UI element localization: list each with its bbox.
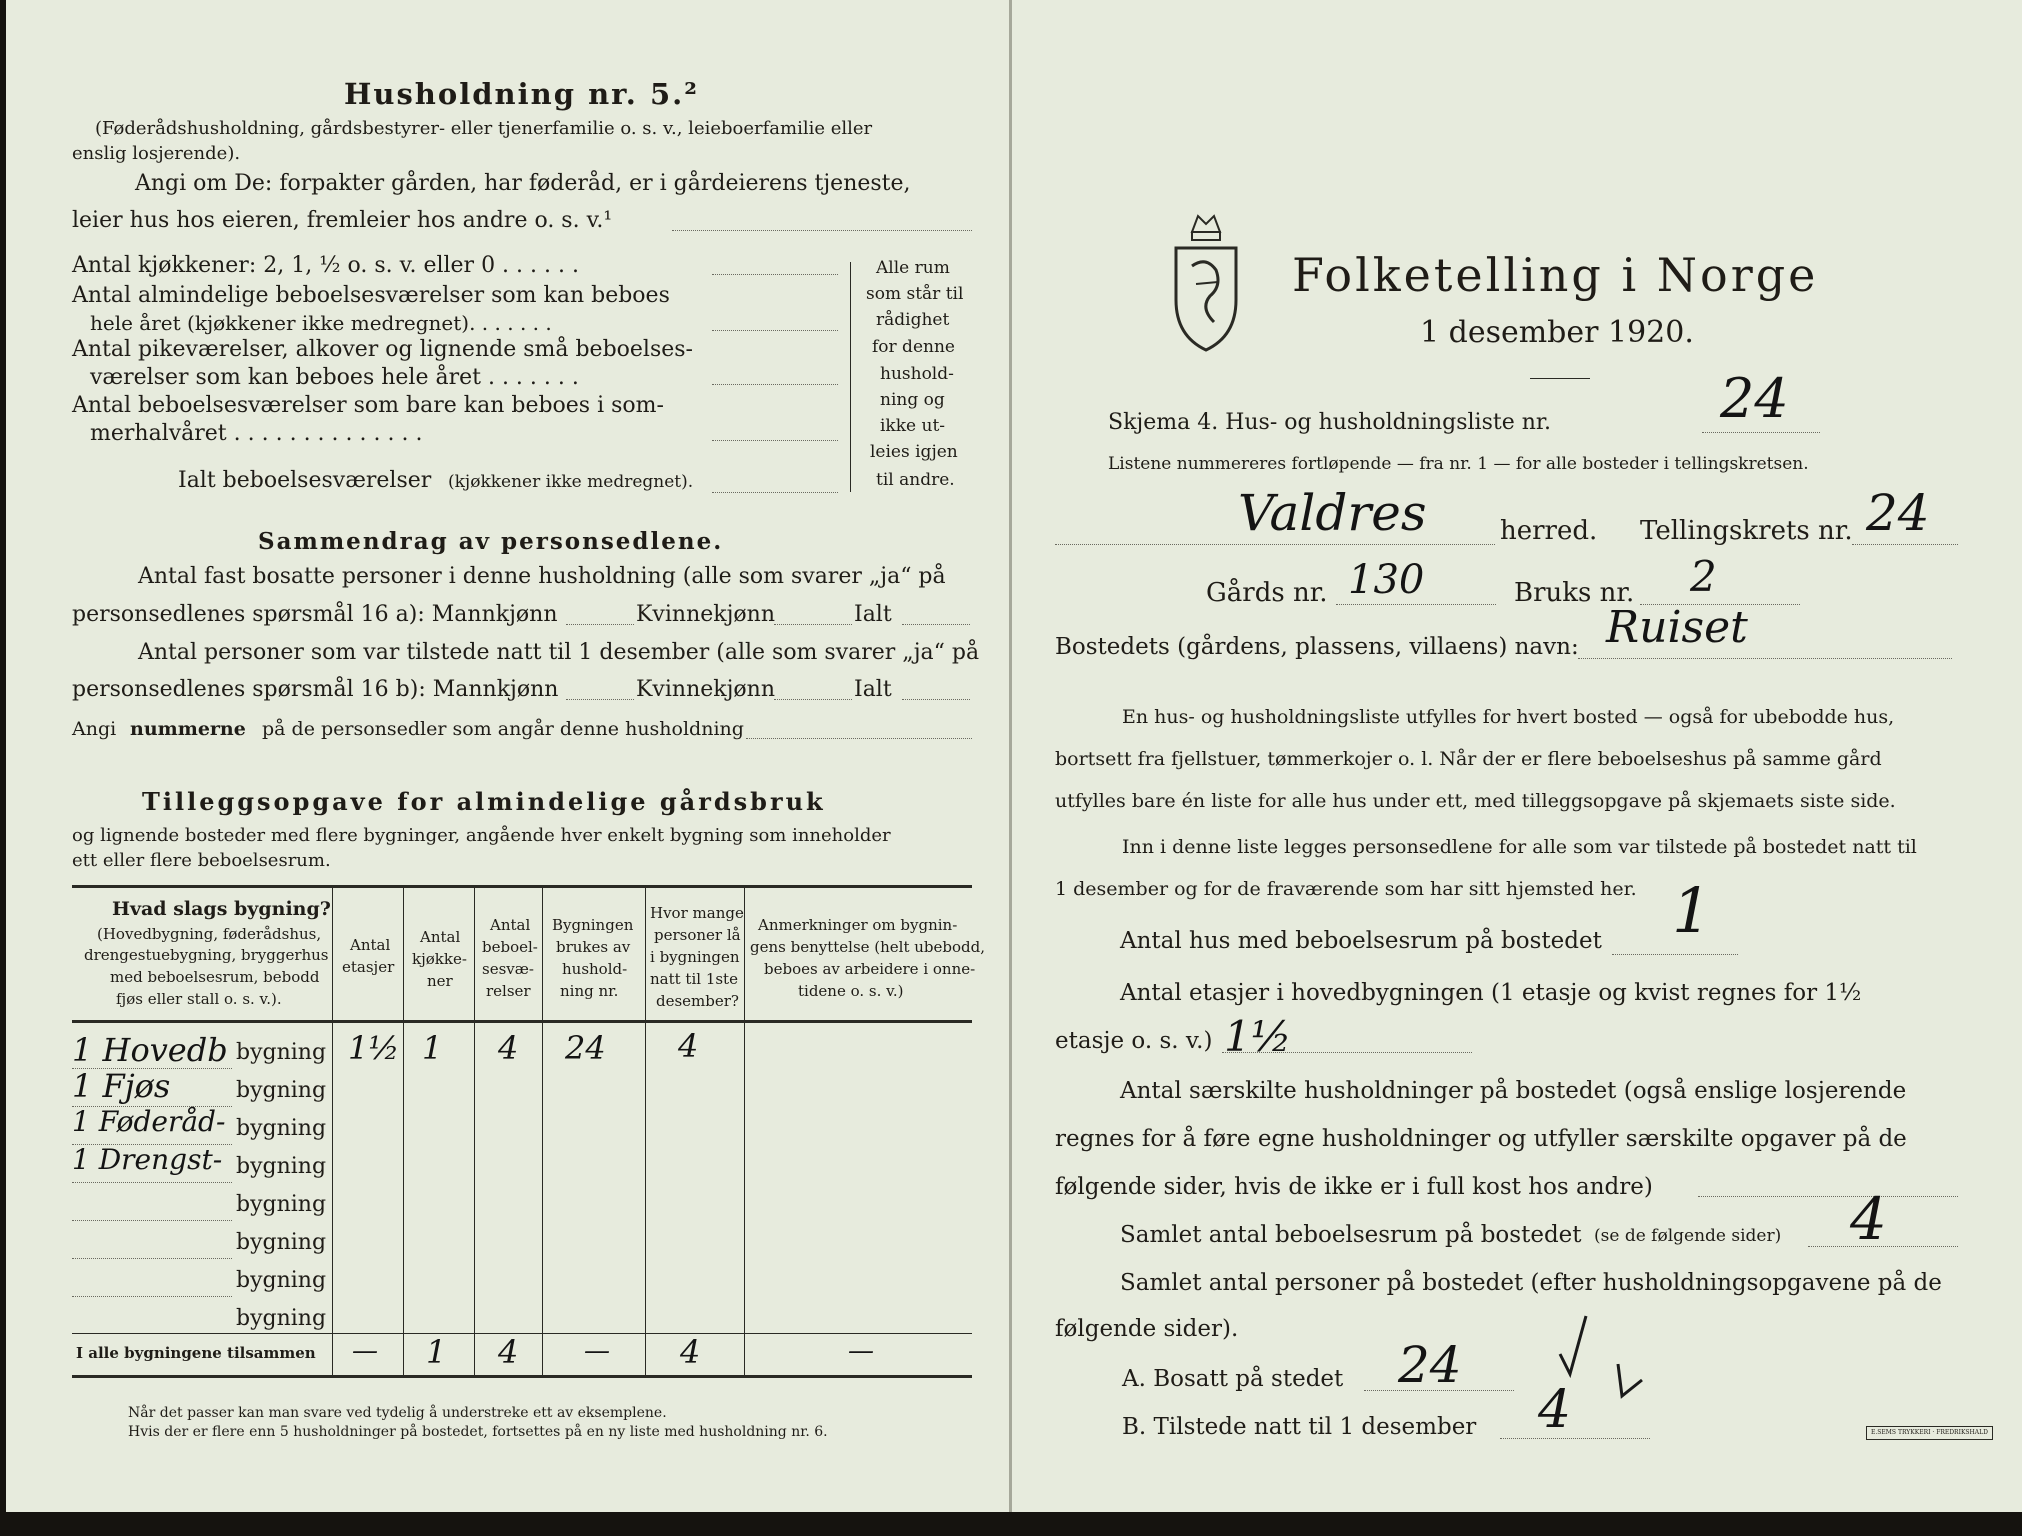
row-hush: 24 (565, 1029, 606, 1067)
tillegg-subtitle: og lignende bosteder med flere bygninger, angående hver enkelt bygning som inneholder (72, 825, 891, 846)
summary-dots (566, 699, 634, 700)
table-total-rule (72, 1333, 972, 1334)
col-header-hush: ning nr. (560, 982, 619, 1000)
summary-line: Antal fast bosatte personer i denne husholdning (alle som svarer „ja“ på (138, 564, 946, 589)
building-name-handwritten: 1 Hovedb (72, 1031, 228, 1069)
coat-of-arms-icon (1170, 204, 1242, 354)
rooms-line: Antal beboelsesværelser som bare kan beboes i som- (72, 393, 664, 418)
tilstede-dots (1500, 1438, 1650, 1439)
table-col-divider (542, 888, 543, 1375)
row-kjokken: 1 (422, 1029, 443, 1067)
angi-nummer-c: på de personsedler som angår denne husholdning (262, 718, 744, 740)
hus-value: 1 (1672, 874, 1712, 947)
rooms-line: Antal pikeværelser, alkover og lignende små beboelses- (72, 337, 693, 362)
table-col-divider (403, 888, 404, 1375)
summary-title: Sammendrag av personsedlene. (258, 528, 724, 555)
summary-dots (902, 699, 970, 700)
rooms-note-line: leies igjen (870, 442, 958, 462)
bygning-label: bygning (236, 1230, 327, 1255)
bygning-label: bygning (236, 1078, 327, 1103)
summary-line: personsedlenes spørsmål 16 b): Mannkjønn (72, 677, 559, 702)
hush-line-3: følgende sider, hvis de ikke er i full kost hos andre) (1055, 1174, 1653, 1200)
bosted-label: Bostedets (gårdens, plassens, villaens) navn: (1055, 634, 1579, 660)
gards-value: 130 (1348, 557, 1425, 603)
building-name-handwritten: 1 Føderåd- (72, 1105, 226, 1138)
angi-line-1: Angi om De: forpakter gården, har føderåd, er i gårdeierens tjeneste, (135, 171, 911, 196)
ialt-dots (712, 492, 838, 493)
angi-dots (672, 230, 972, 231)
bygning-label: bygning (236, 1116, 327, 1141)
row-persons: 4 (678, 1027, 699, 1065)
angi-nummer-dots (746, 738, 972, 739)
etasjer-line-1: Antal etasjer i hovedbygningen (1 etasje og kvist regnes for 1½ (1120, 980, 1862, 1006)
row-rum: 4 (498, 1029, 519, 1067)
col-header-remarks: beboes av arbeidere i onne- (764, 960, 976, 978)
gards-dots (1336, 604, 1496, 605)
summary-dots (566, 624, 634, 625)
angi-nummer-b: nummerne (130, 718, 246, 740)
printer-stamp: E.SEMS TRYKKERI · FREDRIKSHALD (1866, 1426, 1993, 1440)
rooms-dots (712, 384, 838, 385)
col-header-building-sub: med beboelsesrum, bebodd (110, 968, 320, 986)
summary-line: Ialt (854, 677, 892, 702)
col-header-etasjer: etasjer (342, 958, 395, 976)
col-header-etasjer: Antal (350, 936, 391, 954)
tellingskrets-value: 24 (1866, 484, 1930, 542)
household-subtitle-2: enslig losjerende). (72, 143, 241, 164)
herred-label: herred. (1500, 516, 1598, 546)
bygning-label: bygning (236, 1154, 327, 1179)
title-rule (1530, 378, 1590, 379)
page-fold (1009, 0, 1012, 1512)
rooms-dots (712, 274, 838, 275)
samlet-rum-value: 4 (1850, 1185, 1887, 1253)
summary-dots (774, 699, 852, 700)
col-header-kjokken: kjøkke- (412, 950, 467, 968)
table-header-rule (72, 1020, 972, 1023)
rooms-line: Antal kjøkkener: 2, 1, ½ o. s. v. eller 0 . . . . . . (72, 253, 579, 278)
household-subtitle: (Føderådshusholdning, gårdsbestyrer- eller tjenerfamilie o. s. v., leieboerfamilie eller (95, 118, 873, 139)
summary-line: Antal personer som var tilstede natt til 1 desember (alle som svarer „ja“ på (138, 640, 980, 665)
rooms-line: merhalvåret . . . . . . . . . . . . . . (90, 421, 423, 446)
rooms-dots (712, 330, 838, 331)
rooms-note-line: ning og (880, 390, 945, 410)
col-header-rum: sesvæ- (482, 960, 534, 978)
col-header-hush: Bygningen (552, 916, 634, 934)
row-dots (72, 1144, 232, 1145)
bygning-label: bygning (236, 1268, 327, 1293)
herred-value: Valdres (1238, 484, 1427, 542)
census-date: 1 desember 1920. (1420, 315, 1694, 350)
row-dots (72, 1106, 232, 1107)
col-header-kjokken: Antal (420, 928, 461, 946)
rooms-note-line: hushold- (880, 364, 954, 384)
rooms-note-line: Alle rum (876, 258, 950, 278)
angi-nummer-a: Angi (72, 718, 117, 740)
total-remarks: — (848, 1336, 874, 1366)
col-header-persons: i bygningen (650, 948, 740, 966)
bruks-value: 2 (1690, 552, 1717, 601)
instructions-line: utfylles bare én liste for alle hus under ett, med tilleggsopgave på skjemaets siste side. (1055, 790, 1896, 812)
col-header-persons: natt til 1ste (650, 970, 738, 988)
col-header-hush: hushold- (562, 960, 628, 978)
household-title: Husholdning nr. 5.² (344, 77, 699, 111)
samlet-pers-line-1: Samlet antal personer på bostedet (efter husholdningsopgavene på de (1120, 1270, 1942, 1296)
summary-dots (774, 624, 852, 625)
row-dots (72, 1296, 232, 1297)
bygning-label: bygning (236, 1192, 327, 1217)
ialt-label: Ialt beboelsesværelser (178, 468, 432, 493)
col-header-building-sub: drengestuebygning, bryggerhus (84, 946, 329, 964)
skjema-label: Skjema 4. Hus- og husholdningsliste nr. (1108, 410, 1551, 435)
col-header-rum: Antal (490, 916, 531, 934)
col-header-building-sub: (Hovedbygning, føderådshus, (97, 925, 322, 943)
total-kjokken: 1 (426, 1333, 447, 1371)
row-dots (72, 1182, 232, 1183)
hush-line-1: Antal særskilte husholdninger på bostedet (også enslige losjerende (1120, 1078, 1907, 1104)
etasjer-line-2: etasje o. s. v.) (1055, 1028, 1213, 1054)
hush-line-2: regnes for å føre egne husholdninger og utfyller særskilte opgaver på de (1055, 1126, 1907, 1152)
skjema-value: 24 (1720, 367, 1789, 430)
col-header-building: Hvad slags bygning? (112, 898, 331, 920)
row-etasjer: 1½ (348, 1029, 400, 1067)
census-title: Folketelling i Norge (1292, 248, 1819, 302)
hus-label: Antal hus med beboelsesrum på bostedet (1120, 928, 1602, 954)
col-header-remarks: tidene o. s. v.) (798, 982, 904, 1000)
table-top-rule (72, 885, 972, 888)
ialt-note: (kjøkkener ikke medregnet). (448, 472, 694, 492)
row-dots (72, 1258, 232, 1259)
footnote-2: Hvis der er flere enn 5 husholdninger på bostedet, fortsettes på en ny liste med husholdning nr. 6. (128, 1424, 828, 1440)
rooms-note-line: som står til (866, 284, 964, 304)
rooms-line: værelser som kan beboes hele året . . . . . . . (90, 365, 579, 390)
bygning-label: bygning (236, 1306, 327, 1331)
bosted-dots (1578, 658, 1952, 659)
bosted-value: Ruiset (1606, 602, 1748, 653)
summary-line: Kvinnekjønn (636, 677, 775, 702)
building-name-handwritten: 1 Drengst- (72, 1143, 223, 1176)
listene-note: Listene nummereres fortløpende — fra nr. 1 — for alle bosteder i tellingskretsen. (1108, 454, 1809, 474)
instructions-line: bortsett fra fjellstuer, tømmerkojer o. l. Når der er flere beboelseshus på samme gård (1055, 748, 1882, 770)
col-header-rum: relser (486, 982, 531, 1000)
table-col-divider (474, 888, 475, 1375)
total-persons: 4 (680, 1333, 701, 1371)
angi-line-2: leier hus hos eieren, fremleier hos andre o. s. v.¹ (72, 208, 613, 233)
rooms-note-line: ikke ut- (880, 416, 946, 436)
tillegg-subtitle-2: ett eller flere beboelsesrum. (72, 850, 331, 871)
rooms-line: hele året (kjøkkener ikke medregnet). . . . . . . (90, 311, 552, 335)
col-header-persons: personer lå (654, 926, 741, 944)
col-header-remarks: Anmerkninger om bygnin- (758, 916, 958, 934)
col-header-persons: Hvor mange (650, 904, 744, 922)
hush-dots (1698, 1196, 1958, 1197)
col-header-remarks: gens benyttelse (helt ubebodd, (750, 938, 986, 956)
bygning-label: bygning (236, 1040, 327, 1065)
col-header-kjokken: ner (427, 972, 453, 990)
table-bottom-rule (72, 1375, 972, 1378)
col-header-hush: brukes av (556, 938, 631, 956)
tilstede-label: B. Tilstede natt til 1 desember (1122, 1414, 1477, 1440)
total-label: I alle bygningene tilsammen (76, 1344, 316, 1362)
herred-dots (1055, 544, 1495, 545)
samlet-pers-line-2: følgende sider). (1055, 1316, 1239, 1342)
table-col-divider (744, 888, 745, 1375)
building-name-handwritten: 1 Fjøs (72, 1067, 171, 1105)
rooms-note-line: rådighet (876, 310, 950, 330)
samlet-rum-label: Samlet antal beboelsesrum på bostedet (1120, 1222, 1582, 1248)
tellingskrets-dots (1852, 544, 1958, 545)
samlet-rum-note: (se de følgende sider) (1594, 1226, 1782, 1246)
col-header-rum: beboel- (482, 938, 538, 956)
total-etasjer: — (352, 1336, 378, 1366)
table-col-divider (332, 888, 333, 1375)
row-dots (72, 1220, 232, 1221)
instructions-line: 1 desember og for de fraværende som har sitt hjemsted her. (1055, 878, 1637, 900)
summary-dots (902, 624, 970, 625)
etasjer-value: 1½ (1224, 1012, 1292, 1061)
summary-line: Kvinnekjønn (636, 602, 775, 627)
bruks-label: Bruks nr. (1514, 578, 1635, 608)
rooms-note-line: til andre. (876, 470, 955, 490)
rooms-line: Antal almindelige beboelsesværelser som kan beboes (72, 283, 670, 308)
rooms-brace (850, 262, 851, 492)
col-header-persons: desember? (656, 992, 739, 1010)
bosatt-value: 24 (1398, 1336, 1462, 1394)
rooms-note-line: for denne (872, 337, 955, 357)
skjema-dots (1702, 432, 1820, 433)
row-dots (72, 1068, 232, 1069)
total-hush: — (584, 1336, 610, 1366)
tilstede-value: 4 (1538, 1380, 1572, 1440)
instructions-line: Inn i denne liste legges personsedlene for alle som var tilstede på bostedet natt til (1122, 836, 1917, 858)
footnote-1: Når det passer kan man svare ved tydelig å understreke ett av eksemplene. (128, 1405, 667, 1421)
gards-label: Gårds nr. (1206, 578, 1328, 608)
col-header-building-sub: fjøs eller stall o. s. v.). (116, 990, 282, 1008)
tellingskrets-label: Tellingskrets nr. (1640, 516, 1853, 546)
total-rum: 4 (498, 1333, 519, 1371)
instructions-line: En hus- og husholdningsliste utfylles for hvert bosted — også for ubebodde hus, (1122, 706, 1895, 728)
summary-line: personsedlenes spørsmål 16 a): Mannkjønn (72, 602, 558, 627)
rooms-dots (712, 440, 838, 441)
bosatt-label: A. Bosatt på stedet (1122, 1366, 1344, 1392)
tillegg-title: Tilleggsopgave for almindelige gårdsbruk (142, 787, 826, 816)
summary-line: Ialt (854, 602, 892, 627)
hus-dots (1612, 954, 1738, 955)
table-col-divider (645, 888, 646, 1375)
